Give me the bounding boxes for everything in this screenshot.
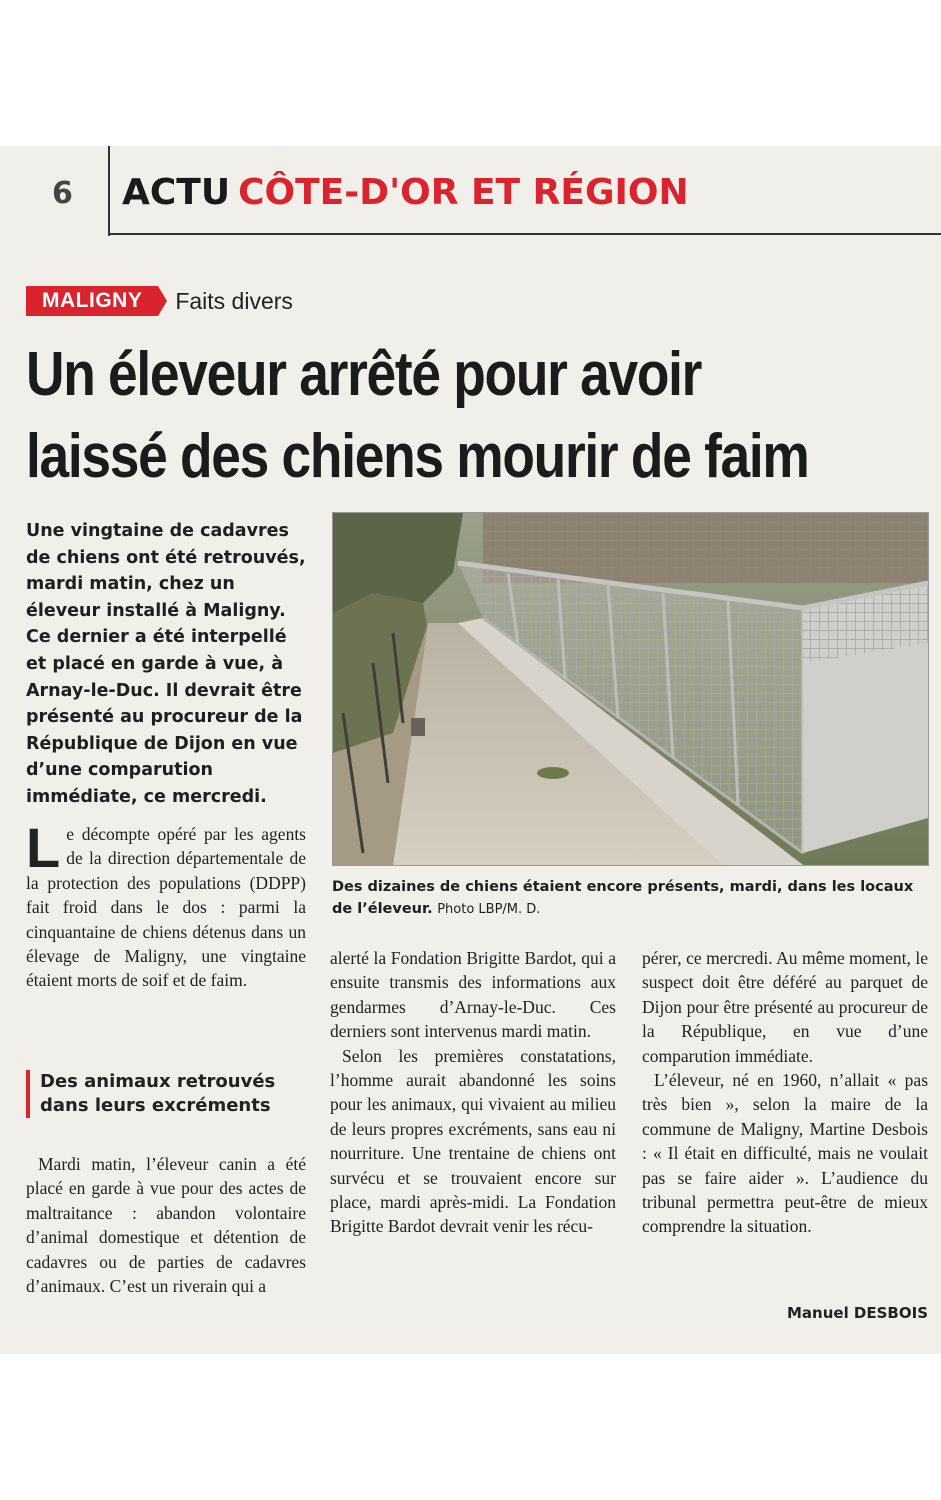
- header-horizontal-rule: [108, 233, 941, 235]
- page-header: [0, 146, 941, 236]
- dropcap: L: [26, 816, 61, 879]
- kennel-photo: [332, 512, 929, 866]
- headline: [26, 334, 809, 498]
- kennel-photo-illustration: [333, 513, 928, 865]
- kicker: [26, 286, 293, 316]
- body-paragraph-3: alerté la Fondation Brigitte Bardot, qui a ensuite transmis des informations aux gendarmes d’Arnay-le-Duc. Ces derniers sont intervenus mardi matin.: [330, 948, 616, 1042]
- section-title-actu: ACTU: [122, 172, 231, 213]
- author-signature: Manuel DESBOIS: [786, 1304, 928, 1322]
- body-column-1-bottom: [26, 1152, 306, 1298]
- photo-caption: [332, 876, 927, 921]
- section-title: [122, 172, 689, 213]
- newspaper-page: [0, 146, 941, 1354]
- badge-arrow-icon: [158, 286, 167, 316]
- lead-paragraph: Une vingtaine de cadavres de chiens ont été retrouvés, mardi matin, chez un éleveur installé à Maligny. Ce dernier a été interpellé et placé en garde à vue, à Arnay-le-Duc. Il devrait être présenté au procureur de la République de Dijon en vue d’une comparution immédiate, ce mercredi.: [26, 521, 306, 807]
- body-paragraph-5: pérer, ce mercredi. Au même moment, le suspect doit être déféré au parquet de Dijon pour être présenté au procureur de la République, en vue d’une comparution immédiate.: [642, 948, 928, 1066]
- body-paragraph-1: e décompte opéré par les agents de la direction départementale de la protection des populations (DDPP) fait froid dans le dos : parmi la cinquantaine de chiens détenus dans un élevage de Maligny, une vingtaine étaient morts de soif et de faim.: [26, 824, 306, 991]
- body-column-2: [330, 946, 616, 1239]
- body-column-1-top: [26, 816, 306, 993]
- photo-credit: Photo LBP/M. D.: [437, 902, 541, 917]
- body-paragraph-4: Selon les premières constatations, l’homme aurait abandonné les soins pour les animaux, qui vivaient au milieu de leurs propres excréments, sans eau ni nourriture. Une trentaine de chiens ont survécu et se trouvaient encore sur place, mardi après-midi. La Fondation Brigitte Bardot devrait venir les récu-: [330, 1045, 616, 1237]
- headline-line-1: Un éleveur arrêté pour avoir: [26, 340, 702, 409]
- body-column-3: [642, 946, 928, 1239]
- rubric-label: Faits divers: [175, 287, 293, 314]
- page-number: 6: [52, 176, 73, 211]
- body-paragraph-2: Mardi matin, l’éleveur canin a été placé en garde à vue pour des actes de maltraitance : abandon volontaire d’animal domestique et détention de cadavres ou de parties de cadavres d’animaux. C’est un riverain qui a: [26, 1154, 306, 1297]
- subheading: Des animaux retrouvés dans leurs excréments: [26, 1070, 320, 1118]
- header-vertical-rule: [108, 146, 110, 236]
- caption-text: Des dizaines de chiens étaient encore présents, mardi, dans les locaux de l’éleveur.: [332, 879, 914, 917]
- section-title-region: CÔTE-D'OR ET RÉGION: [238, 172, 689, 213]
- body-paragraph-6: L’éleveur, né en 1960, n’allait « pas très bien », selon la maire de la commune de Maligny, Martine Desbois : « Il était en difficulté, mais ne voulait pas se faire aider ». L’audience du tribunal permettra peut-être de mieux comprendre la situation.: [642, 1070, 928, 1237]
- headline-line-2: laissé des chiens mourir de faim: [26, 422, 809, 491]
- place-badge: MALIGNY: [26, 286, 158, 316]
